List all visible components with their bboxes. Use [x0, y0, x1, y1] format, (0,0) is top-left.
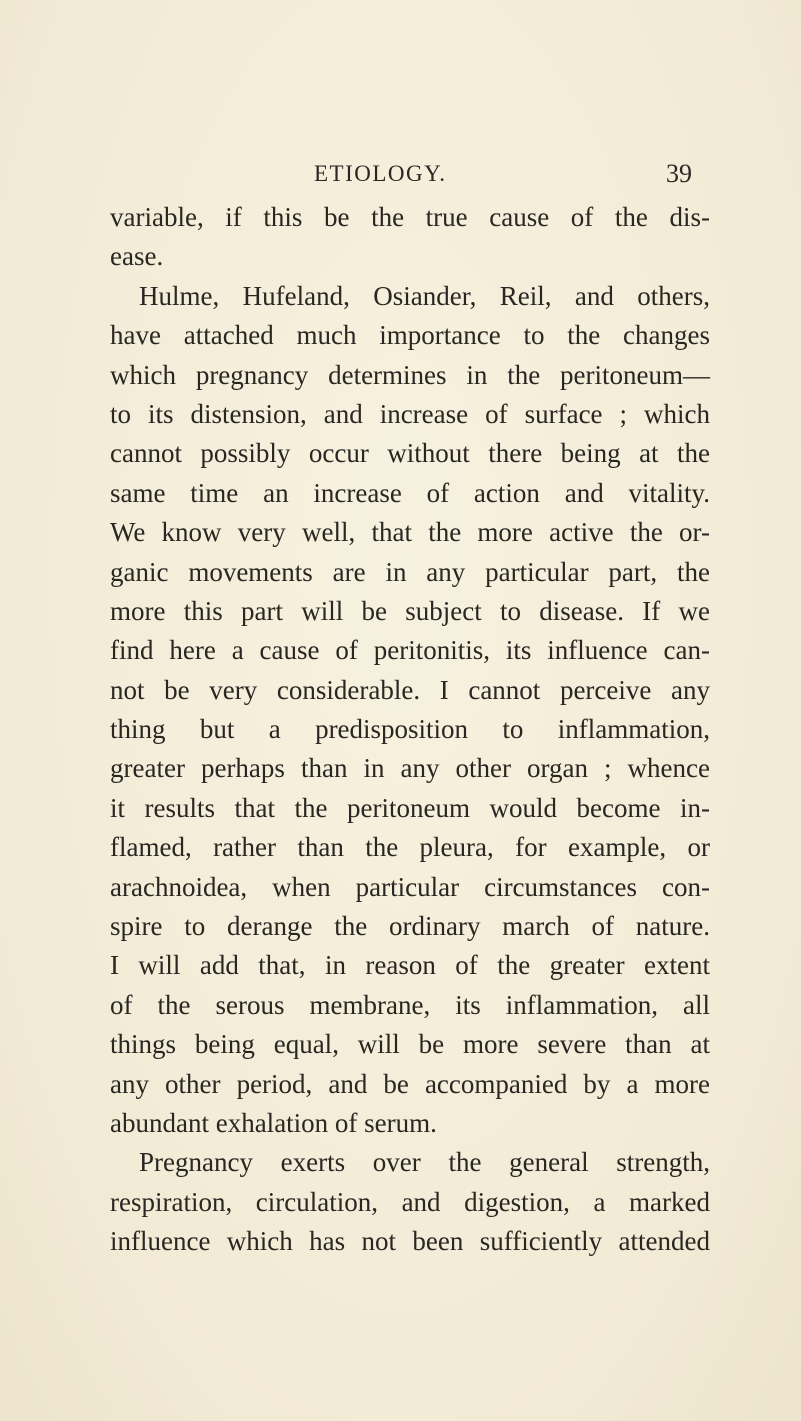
text-line: more this part will be subject to disease. If we [110, 595, 710, 626]
text-line: I will add that, in reason of the greater extent [110, 950, 710, 981]
body-text [110, 198, 710, 1262]
page-number: 39 [666, 159, 692, 188]
text-line: find here a cause of peritonitis, its influence can- [110, 635, 710, 666]
text-line: respiration, circulation, and digestion, a marked [110, 1186, 710, 1217]
text-line: influence which has not been sufficiently attended [110, 1226, 710, 1257]
running-head [110, 157, 700, 191]
text-line: which pregnancy determines in the peritoneum— [110, 359, 710, 390]
text-line: things being equal, will be more severe than at [110, 1029, 710, 1060]
text-line: We know very well, that the more active the or- [110, 517, 710, 548]
text-line: have attached much importance to the changes [110, 320, 710, 351]
text-line: it results that the peritoneum would become in- [110, 792, 710, 823]
text-line: ganic movements are in any particular part, the [110, 556, 710, 587]
text-line: thing but a predisposition to inflammation, [110, 714, 710, 745]
text-line: spire to derange the ordinary march of nature. [110, 911, 710, 942]
text-line: same time an increase of action and vitality. [110, 477, 710, 508]
text-line: variable, if this be the true cause of the dis- [110, 202, 710, 232]
text-line: of the serous membrane, its inflammation, all [110, 989, 710, 1020]
text-line: abundant exhalation of serum. [110, 1107, 437, 1138]
text-line: Hulme, Hufeland, Osiander, Reil, and others, [139, 280, 710, 311]
text-line: not be very considerable. I cannot perceive any [110, 674, 710, 705]
text-line: cannot possibly occur without there being at the [110, 438, 710, 469]
running-title: ETIOLOGY. [314, 161, 447, 186]
text-line: arachnoidea, when particular circumstances con- [110, 871, 710, 902]
text-line: flamed, rather than the pleura, for example, or [110, 832, 710, 863]
text-line: any other period, and be accompanied by a more [110, 1068, 710, 1099]
text-line: greater perhaps than in any other organ ; whence [110, 753, 710, 784]
text-line: to its distension, and increase of surface ; which [110, 398, 710, 429]
text-line: Pregnancy exerts over the general strength, [139, 1147, 710, 1178]
text-line: ease. [110, 241, 164, 272]
